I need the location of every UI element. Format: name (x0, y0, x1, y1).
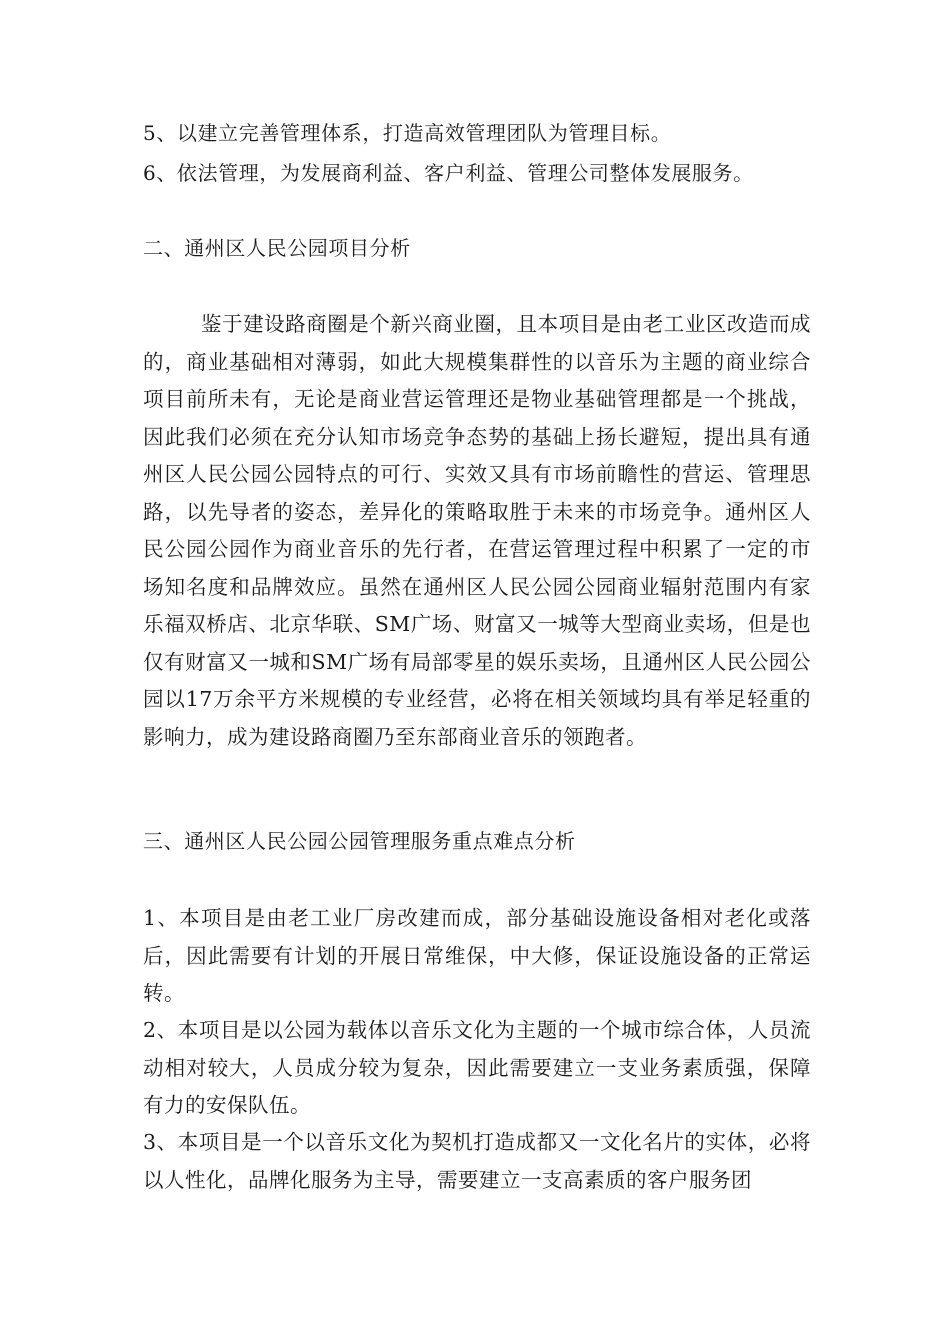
section-heading-3: 三、通州区人民公园公园管理服务重点难点分析 (143, 829, 576, 853)
section-3-point-1: 1、本项目是由老工业厂房改建而成，部分基础设施设备相对老化或落后，因此需要有计划的开展日常维保，中大修，保证设施设备的正常运转。 (143, 906, 811, 1005)
section-3-point-3: 3、本项目是一个以音乐文化为契机打造成都又一文化名片的实体，必将以人性化，品牌化服务为主导，需要建立一支高素质的客户服务团 (143, 1130, 811, 1192)
list-item-5: 5、以建立完善管理体系，打造高效管理团队为管理目标。 (143, 121, 672, 145)
section-2-paragraph: 鉴于建设路商圈是个新兴商业圈，且本项目是由老工业区改造而成的，商业基础相对薄弱，如此大规模集群性的以音乐为主题的商业综合项目前所未有，无论是商业营运管理还是物业基础管理都是一个挑战，因此我们必须在充分认知市场竞争态势的基础上扬长避短，提出具有通州区人民公园公园特点的可行、实效又具有市场前瞻性的营运、管理思路，以先导者的姿态，差异化的策略取胜于未来的市场竞争。通州区人民公园公园作为商业音乐的先行者，在营运管理过程中积累了一定的市场知名度和品牌效应。虽然在通州区人民公园公园商业辐射范围内有家乐福双桥店、北京华联、SM广场、财富又一城等大型商业卖场，但是也仅有财富又一城和SM广场有局部零星的娱乐卖场，且通州区人民公园公园以17万余平方米规模的专业经营，必将在相关领域均具有举足轻重的影响力，成为建设路商圈乃至东部商业音乐的领跑者。 (143, 312, 811, 749)
section-heading-2: 二、通州区人民公园项目分析 (143, 236, 411, 260)
list-item-6: 6、依法管理，为发展商利益、客户利益、管理公司整体发展服务。 (143, 161, 754, 185)
section-3-point-2: 2、本项目是以公园为载体以音乐文化为主题的一个城市综合体，人员流动相对较大，人员成分较为复杂，因此需要建立一支业务素质强，保障有力的安保队伍。 (143, 1018, 811, 1117)
